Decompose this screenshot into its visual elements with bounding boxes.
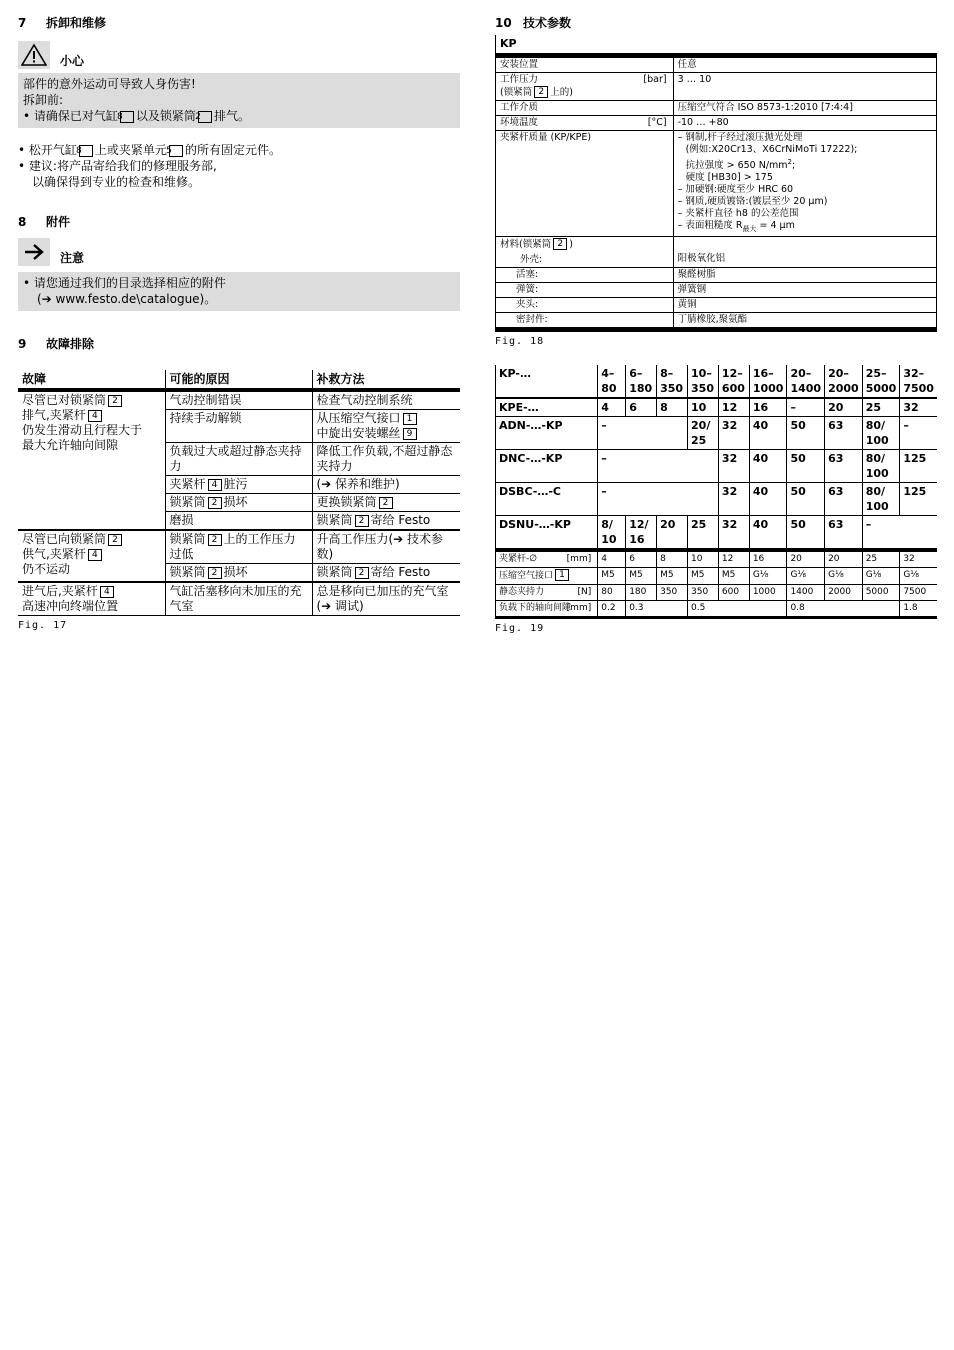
size-cell: M5 xyxy=(598,568,626,585)
fault-3: 进气后,夹紧杆 4 高速冲向终端位置 xyxy=(18,582,165,616)
size-cell: 180 xyxy=(626,585,657,601)
size-cell: 12 xyxy=(718,398,749,417)
size-cell: 5000 xyxy=(862,585,900,601)
size-cell: M5 xyxy=(626,568,657,585)
size-cell: 12– 600 xyxy=(718,365,749,398)
size-cell: M5 xyxy=(718,568,749,585)
size-cell: 10 xyxy=(688,398,719,417)
size-cell: – xyxy=(787,398,825,417)
size-cell: 25 xyxy=(862,398,900,417)
size-cell: 4– 80 xyxy=(598,365,626,398)
size-cell: 6– 180 xyxy=(626,365,657,398)
size-cell: 32– 7500 xyxy=(900,365,937,398)
fault-2: 尽管已向锁紧筒 2 供气,夹紧杆 4 仍不运动 xyxy=(18,530,165,582)
size-cell: 10– 350 xyxy=(688,365,719,398)
caution-box: 部件的意外运动可导致人身伤害! 拆卸前: • 请确保已对气缸8 以及锁紧筒2 排气。 xyxy=(18,73,460,128)
size-cell: 1000 xyxy=(749,585,787,601)
size-cell: 32 xyxy=(900,550,937,568)
size-cell: 10 xyxy=(688,550,719,568)
size-cell: 350 xyxy=(657,585,688,601)
troubleshooting-table: 故障 可能的原因 补救方法 尽管已对锁紧筒 2 排气,夹紧杆 4 仍发生滑动且行程大于 最大允许轴向间隙 气动控制错误 检查气动控制系统 持续手动解锁 从压缩空气接口 1 中旋出安装螺丝 9 负载过大或超过静态夹持力 降低工作负载,不超过静态夹持力 夹紧杆 4 脏污 (➔ 保养和维护) 锁紧筒 2 损坏 更换锁紧筒 2 磨损 锁紧筒 2 寄给 Festo 尽管已向锁紧筒 2 供气,夹紧杆 4 仍不运动 锁紧筒 2 上的工作压力过低 升高工作压力(➔ 技术参数) 锁紧筒 2 损坏 锁紧筒 2 寄给 Festo 进气后,夹紧杆 4 高速冲向终端位置 气缸活塞移向未加压的充气室 总是移向已加压的充气室(➔ 调试) xyxy=(18,370,460,616)
size-cell: M5 xyxy=(688,568,719,585)
section-7-heading: 7 拆卸和维修 xyxy=(18,16,107,30)
size-cell: 6 xyxy=(626,550,657,568)
section-10-heading: 10 技术参数 xyxy=(495,16,572,30)
size-cell: 1400 xyxy=(787,585,825,601)
section-8-heading: 8 附件 xyxy=(18,215,71,229)
size-cell: 4 xyxy=(598,550,626,568)
left-column xyxy=(18,14,460,631)
fig-17-caption: Fig. 17 xyxy=(18,620,68,631)
size-cell: 16 xyxy=(749,398,787,417)
size-cell: 20– 1400 xyxy=(787,365,825,398)
right-column xyxy=(495,14,937,634)
size-cell: G⅛ xyxy=(787,568,825,585)
tech-data-table: KP 安装位置 任意 工作压力 [bar] (锁紧筒 2 上的) 3 … 10 工作介质 压缩空气符合 ISO 8573-1:2010 [7:4:4] 环境温度 [°C] -10 … +80 夹紧杆质量 (KP/KPE) – 钢制,杆子经过滚压抛光处理 (例如:X20Cr13、X6CrNiMoTi 17222); 抗拉强度 > 650 $N/mm^2$; 硬度 [HB30] > 175 – 加硬钢:硬度至少 HRC 60 – 钢质,硬质镀铬:(镀层至少 20 μm) – 夹紧杆直径 h8 的公差范围 – 表面粗糙度 $R_{最大} = 4$ μm 材料(锁紧筒 2 ) 外壳: 阳极氧化铝 活塞: 聚醛树脂 弹簧: 弹簧钢 夹头: 黄铜 密封件: 丁腈橡胶,聚氨酯 xyxy=(495,35,937,332)
note-signal: 注意 xyxy=(18,238,460,266)
size-cell: 8– 350 xyxy=(657,365,688,398)
size-table: KP-… 4– 80 6– 180 8– 350 10– 350 12– 600 16– 1000 20– 1400 20– 2000 25– 5000 32– 7500 KPE-… 4 6 8 10 12 16 – 20 25 32 ADN-…-KP – 20/ 25 32 40 50 63 80/ 100 – DNC-…-KP – 32 40 50 63 80/ 100 125 DSBC-…-C – 32 40 50 63 80/ 100 125 DSNU-…-KP 8/ 10 12/ 16 20 25 32 40 50 63 – 夹紧杆-∅ [mm] 4 6 8 10 12 16 20 20 25 32 压缩空气接口 1 M5 M5 M5 M5 M5 G⅛ G⅛ G⅛ G⅛ G⅛ 静态夹持力 [N] 80 180 350 350 600 1000 1400 2000 5000 7500 负载下的轴向间隙 [mm] 0.2 0.3 0.5 0.8 1.8 xyxy=(495,365,937,619)
size-cell: 80 xyxy=(598,585,626,601)
size-cell: 350 xyxy=(688,585,719,601)
size-cell: 25 xyxy=(862,550,900,568)
size-cell: 20 xyxy=(787,550,825,568)
fig-19-caption: Fig. 19 xyxy=(495,623,545,635)
fig-18-caption: Fig. 18 xyxy=(495,336,545,348)
size-cell: G⅛ xyxy=(825,568,863,585)
size-cell: M5 xyxy=(657,568,688,585)
size-cell: 4 xyxy=(598,398,626,417)
size-cell: G⅛ xyxy=(749,568,787,585)
size-cell: 20 xyxy=(825,398,863,417)
note-box: • 请您通过我们的目录选择相应的附件 (➔ www.festo.de\catalogue)。 xyxy=(18,272,460,311)
size-cell: 12 xyxy=(718,550,749,568)
warning-triangle-icon xyxy=(18,41,50,69)
size-cell: 8 xyxy=(657,550,688,568)
size-cell: 16– 1000 xyxy=(749,365,787,398)
size-cell: 32 xyxy=(900,398,937,417)
size-cell: G⅛ xyxy=(900,568,937,585)
size-cell: 16 xyxy=(749,550,787,568)
fault-1: 尽管已对锁紧筒 2 排气,夹紧杆 4 仍发生滑动且行程大于 最大允许轴向间隙 xyxy=(18,390,165,530)
arrow-right-icon xyxy=(18,238,50,266)
size-cell: G⅛ xyxy=(862,568,900,585)
size-cell: 2000 xyxy=(825,585,863,601)
caution-signal: 小心 xyxy=(18,41,460,69)
size-cell: 8 xyxy=(657,398,688,417)
size-cell: 20– 2000 xyxy=(825,365,863,398)
size-cell: 6 xyxy=(626,398,657,417)
section-9-heading: 9 故障排除 xyxy=(18,337,95,351)
size-cell: 20 xyxy=(825,550,863,568)
rod-material-list: – 钢制,杆子经过滚压抛光处理 (例如:X20Cr13、X6CrNiMoTi 17222); 抗拉强度 > 650 $N/mm^2$; 硬度 [HB30] > 175 – 加硬钢:硬度至少 HRC 60 – 钢质,硬质镀铬:(镀层至少 20 μm) – 夹紧杆直径 h8 的公差范围 – 表面粗糙度 $R_{最大} = 4$ μm xyxy=(673,131,936,237)
size-cell: 25– 5000 xyxy=(862,365,900,398)
size-cell: 600 xyxy=(718,585,749,601)
dismantle-steps: • 松开气缸8 上或夹紧单元5 的所有固定元件。 • 建议:将产品寄给我们的修理服务部, 以确保得到专业的检查和维修。 xyxy=(18,143,281,189)
size-cell: 7500 xyxy=(900,585,937,601)
